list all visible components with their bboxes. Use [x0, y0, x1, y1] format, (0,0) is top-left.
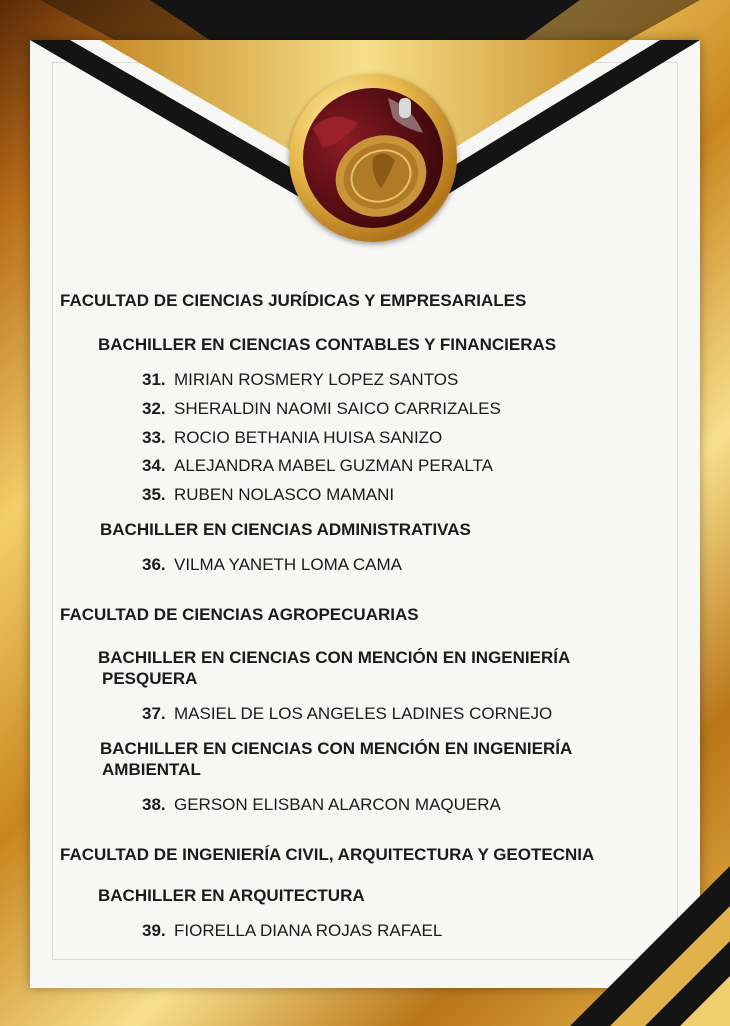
degree-heading-continued: AMBIENTAL: [102, 760, 201, 779]
faculty-heading: FACULTAD DE CIENCIAS JURÍDICAS Y EMPRESARIALES: [60, 291, 527, 310]
list-item: [142, 555, 402, 575]
degree-heading: BACHILLER EN CIENCIAS CON MENCIÓN EN INGENIERÍA: [100, 739, 573, 758]
list-item: [142, 795, 501, 815]
list-item: [142, 704, 552, 724]
item-number: 37.: [142, 704, 166, 723]
item-number: 33.: [142, 428, 166, 447]
item-number: 36.: [142, 555, 166, 574]
item-name: ROCIO BETHANIA HUISA SANIZO: [174, 428, 443, 447]
list-item: [142, 456, 493, 476]
faculty-heading: FACULTAD DE INGENIERÍA CIVIL, ARQUITECTURA Y GEOTECNIA: [60, 845, 595, 864]
degree-heading: BACHILLER EN CIENCIAS CONTABLES Y FINANCIERAS: [98, 335, 557, 354]
item-number: 38.: [142, 795, 166, 814]
degree-heading: BACHILLER EN ARQUITECTURA: [98, 886, 365, 905]
faculty-heading: FACULTAD DE CIENCIAS AGROPECUARIAS: [60, 605, 419, 624]
item-number: 34.: [142, 456, 166, 475]
item-number: 39.: [142, 921, 166, 940]
list-item: [142, 428, 442, 448]
list-item: [142, 370, 458, 390]
item-name: RUBEN NOLASCO MAMANI: [174, 485, 395, 504]
item-name: GERSON ELISBAN ALARCON MAQUERA: [174, 795, 501, 814]
list-item: [142, 921, 442, 941]
degree-heading-continued: PESQUERA: [102, 669, 198, 688]
degree-heading: BACHILLER EN CIENCIAS CON MENCIÓN EN INGENIERÍA: [98, 648, 571, 667]
item-name: ALEJANDRA MABEL GUZMAN PERALTA: [174, 456, 493, 475]
degree-heading: BACHILLER EN CIENCIAS ADMINISTRATIVAS: [100, 520, 471, 539]
item-name: VILMA YANETH LOMA CAMA: [174, 555, 402, 574]
list-item: [142, 399, 501, 419]
item-name: FIORELLA DIANA ROJAS RAFAEL: [174, 921, 443, 940]
item-name: MASIEL DE LOS ANGELES LADINES CORNEJO: [174, 704, 553, 723]
item-number: 32.: [142, 399, 166, 418]
item-name: MIRIAN ROSMERY LOPEZ SANTOS: [174, 370, 459, 389]
item-name: SHERALDIN NAOMI SAICO CARRIZALES: [174, 399, 501, 418]
item-number: 35.: [142, 485, 166, 504]
item-number: 31.: [142, 370, 166, 389]
list-item: [142, 485, 394, 505]
